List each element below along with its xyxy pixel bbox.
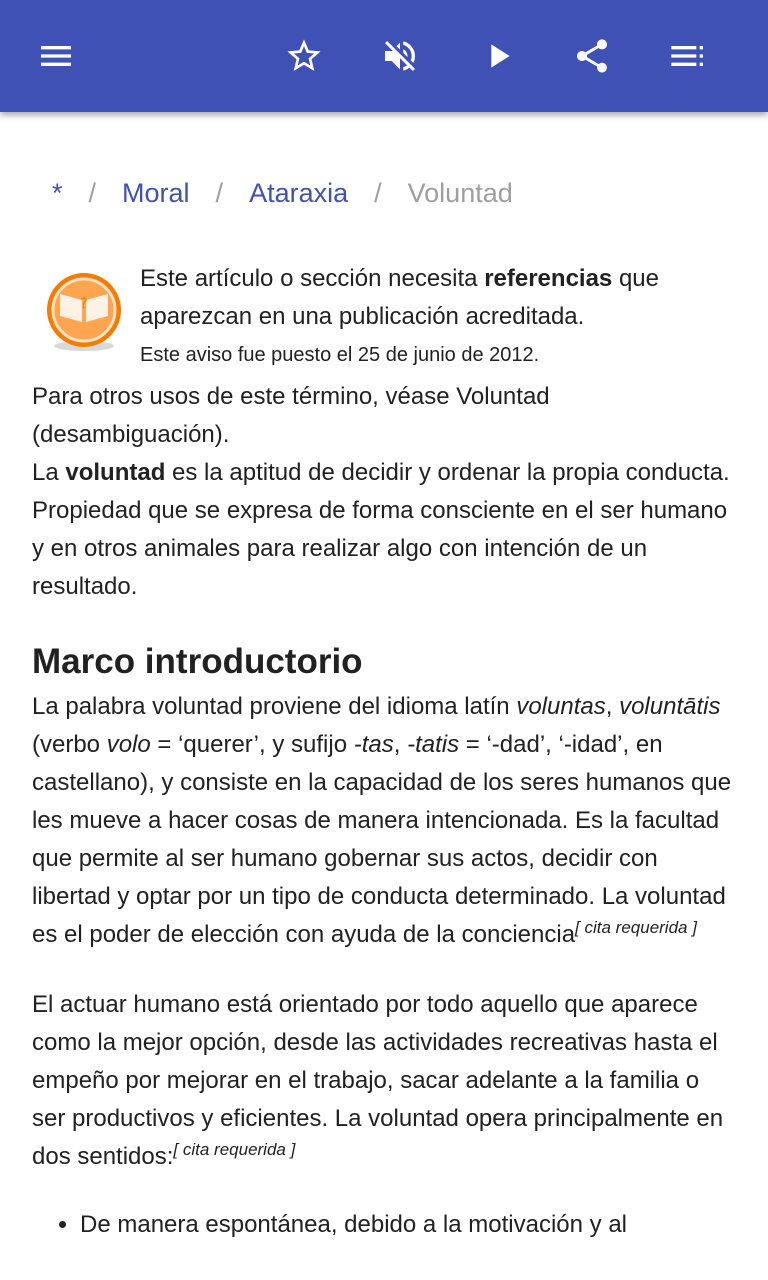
- section-paragraph-2: El actuar humano está orientado por todo aquello que aparece como la mejor opción, desde las actividades recreativas hasta el empeño por mejorar en el trabajo, sacar adelante a la familia o ser productivos y eficientes. La voluntad opera principalmente en dos sentidos:[ cita requerida ]: [32, 991, 724, 1170]
- favorite-button[interactable]: [280, 32, 328, 80]
- breadcrumb-current: Voluntad: [407, 178, 513, 208]
- breadcrumb-separator: /: [88, 178, 97, 208]
- svg-text:?: ?: [80, 296, 88, 312]
- bullet-list: [32, 1206, 736, 1244]
- citation-needed[interactable]: [ cita requerida ]: [575, 918, 697, 937]
- list-icon: [668, 36, 708, 76]
- intro-paragraph: La voluntad es la aptitud de decidir y ordenar la propia conducta. Propiedad que se expresa de forma consciente en el ser humano y en otros animales para realizar algo con intención de un resultado.: [32, 459, 730, 600]
- mute-button[interactable]: [376, 32, 424, 80]
- breadcrumb-separator: /: [215, 178, 224, 208]
- breadcrumb-link-moral[interactable]: Moral: [122, 178, 190, 208]
- star-icon: [284, 36, 324, 76]
- list-item: • De manera espontánea, debido a la motivación y al: [80, 1206, 736, 1244]
- section-heading: Marco introductorio: [32, 642, 363, 681]
- share-icon: [572, 36, 612, 76]
- references-notice-icon: [42, 270, 126, 354]
- breadcrumb: [52, 178, 513, 209]
- breadcrumb-root-link[interactable]: *: [52, 178, 63, 208]
- references-notice: [140, 260, 740, 370]
- breadcrumb-separator: /: [374, 178, 382, 208]
- share-button[interactable]: [568, 32, 616, 80]
- breadcrumb-link-ataraxia[interactable]: Ataraxia: [249, 178, 349, 208]
- notice-date: Este aviso fue puesto el 25 de junio de 2012.: [140, 344, 540, 366]
- disambiguation-note: Para otros usos de este término, véase Voluntad (desambiguación).: [32, 383, 550, 448]
- menu-icon: [36, 36, 76, 76]
- notice-text: Este artículo o sección necesita referencias que aparezcan en una publicación acreditada.: [140, 265, 659, 330]
- section-paragraph-1: La palabra voluntad proviene del idioma latín voluntas, voluntātis (verbo volo = ‘querer’, y sufijo -tas, -tatis = ‘-dad’, ‘-idad’, en castellano), y consiste en la capacidad de los seres humanos que les mueve a hacer cosas de manera intencionada. Es la facultad que permite al ser humano gobernar sus actos, decidir con libertad y optar por un tipo de conducta determinado. La voluntad es el poder de elección con ayuda de la conciencia[ cita requerida ]: [32, 693, 732, 948]
- menu-button[interactable]: [32, 32, 80, 80]
- volume-off-icon: [380, 36, 420, 76]
- app-bar: [0, 0, 768, 112]
- play-icon: [478, 36, 518, 76]
- play-button[interactable]: [474, 32, 522, 80]
- citation-needed[interactable]: [ cita requerida ]: [173, 1140, 296, 1159]
- article-content: [32, 378, 736, 1244]
- contents-list-button[interactable]: [664, 32, 712, 80]
